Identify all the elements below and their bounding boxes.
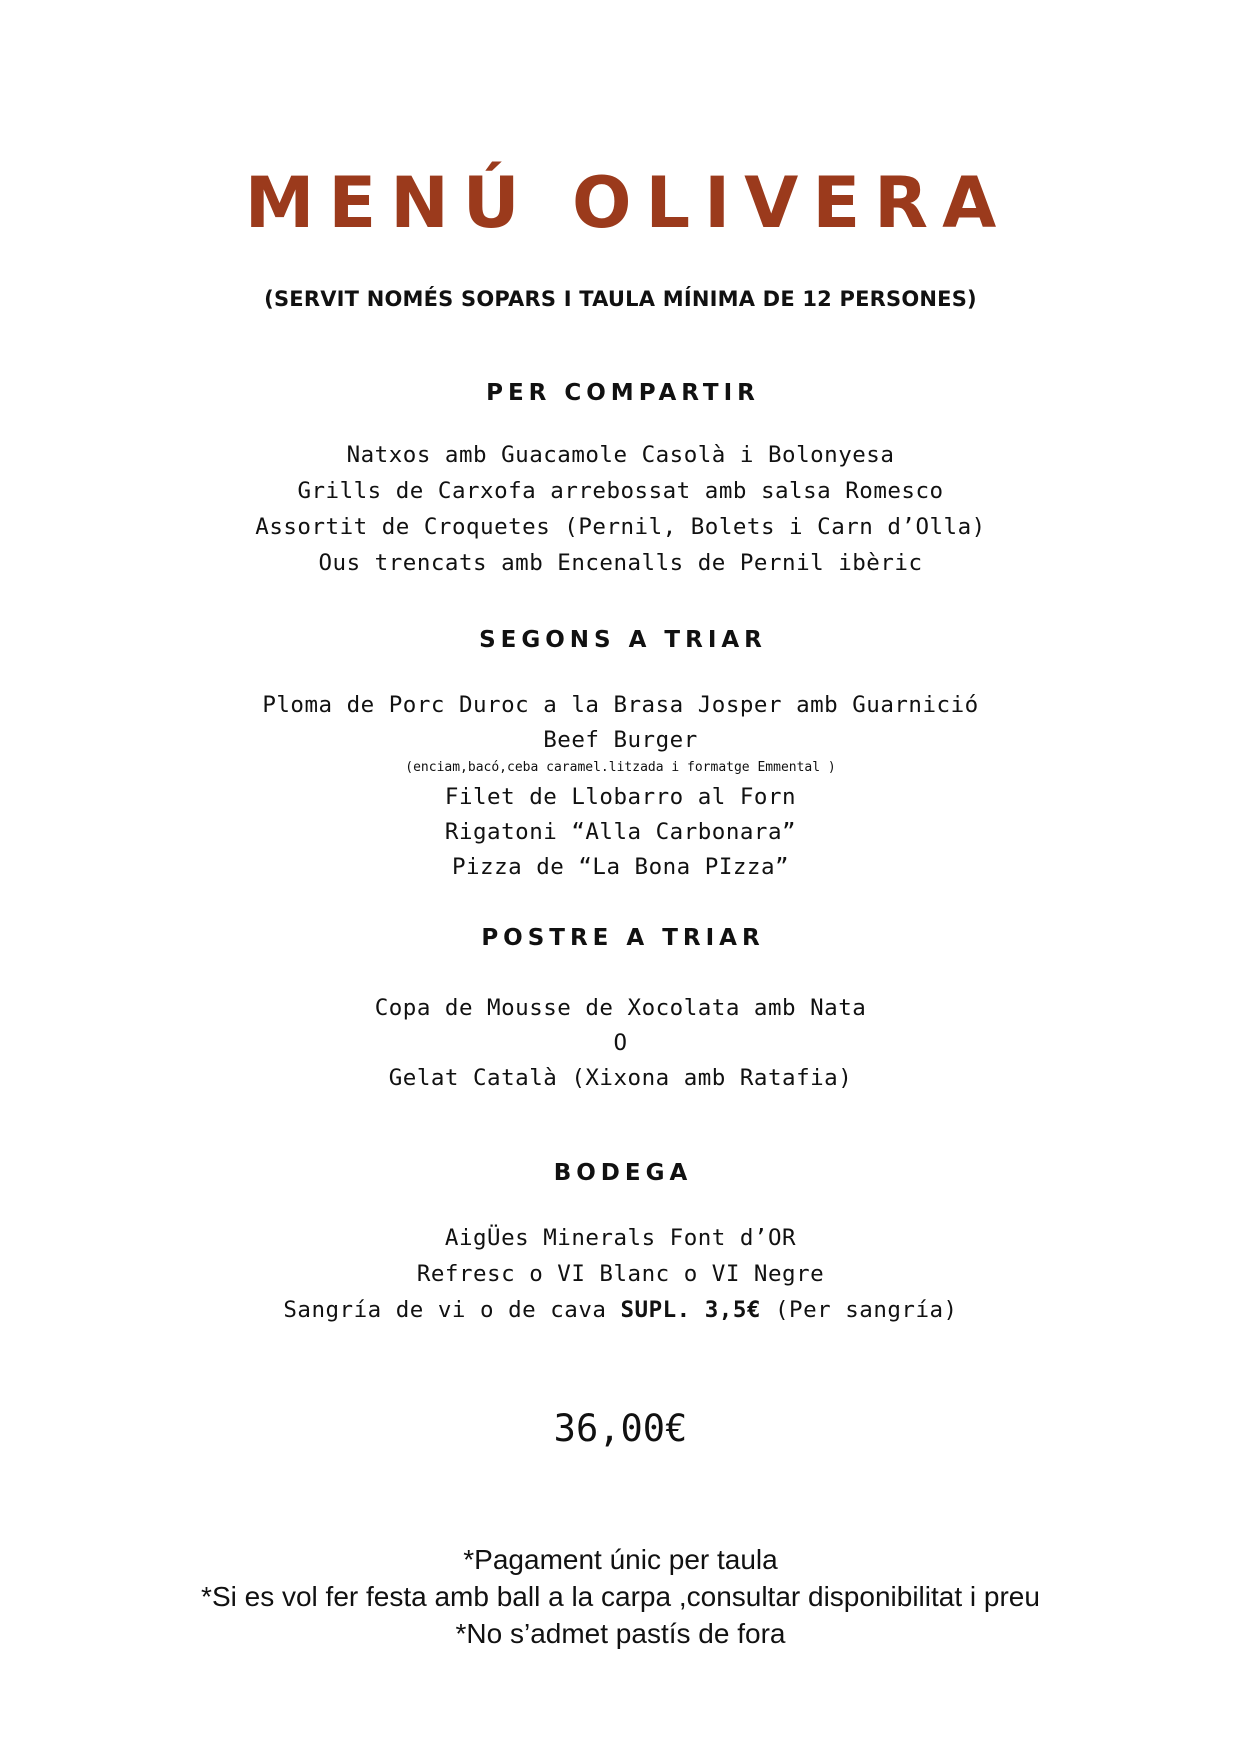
drink-item: AigÜes Minerals Font d’OR xyxy=(444,1225,797,1251)
dish-item: Pizza de “La Bona PIzza” xyxy=(451,854,790,880)
sangria-supplement: SUPL. 3,5€ xyxy=(620,1297,761,1323)
menu-title: MENÚ OLIVERA xyxy=(244,162,1011,244)
dish-note: (enciam,bacó,ceba caramel.litzada i formatge Emmental ) xyxy=(405,760,836,775)
drink-item: Refresc o VI Blanc o VI Negre xyxy=(416,1261,825,1287)
dish-item: O xyxy=(613,1030,628,1056)
dish-item: Natxos amb Guacamole Casolà i Bolonyesa xyxy=(346,442,895,468)
drink-item-sangria xyxy=(0,1293,1241,1328)
section-heading-segons: SEGONS A TRIAR xyxy=(479,627,767,653)
section-heading-bodega: BODEGA xyxy=(553,1160,693,1186)
sangria-text: Sangría de vi o de cava xyxy=(283,1297,621,1323)
section-heading-postre: POSTRE A TRIAR xyxy=(481,925,765,951)
dish-item: Copa de Mousse de Xocolata amb Nata xyxy=(374,995,867,1021)
dish-item: Filet de Llobarro al Forn xyxy=(444,784,797,810)
dish-item: Assortit de Croquetes (Pernil, Bolets i Carn d’Olla) xyxy=(255,514,986,540)
dish-item: Grills de Carxofa arrebossat amb salsa Romesco xyxy=(297,478,944,504)
footer-note: *No s’admet pastís de fora xyxy=(455,1618,786,1649)
dish-item: Ous trencats amb Encenalls de Pernil ibèric xyxy=(318,550,923,576)
menu-subtitle: (SERVIT NOMÉS SOPARS I TAULA MÍNIMA DE 12 PERSONES) xyxy=(264,287,977,311)
footer-note: *Pagament únic per taula xyxy=(463,1544,778,1575)
sangria-note: (Per sangría) xyxy=(760,1297,958,1323)
footer-note: *Si es vol fer festa amb ball a la carpa ,consultar disponibilitat i preu xyxy=(201,1581,1040,1612)
dish-item: Gelat Català (Xixona amb Ratafia) xyxy=(388,1065,853,1091)
dish-item: Beef Burger xyxy=(543,727,698,753)
dish-item: Rigatoni “Alla Carbonara” xyxy=(444,819,797,845)
dish-item: Ploma de Porc Duroc a la Brasa Josper amb Guarnició xyxy=(262,692,979,718)
menu-price: 36,00€ xyxy=(553,1407,688,1450)
section-heading-compartir: PER COMPARTIR xyxy=(486,380,760,406)
